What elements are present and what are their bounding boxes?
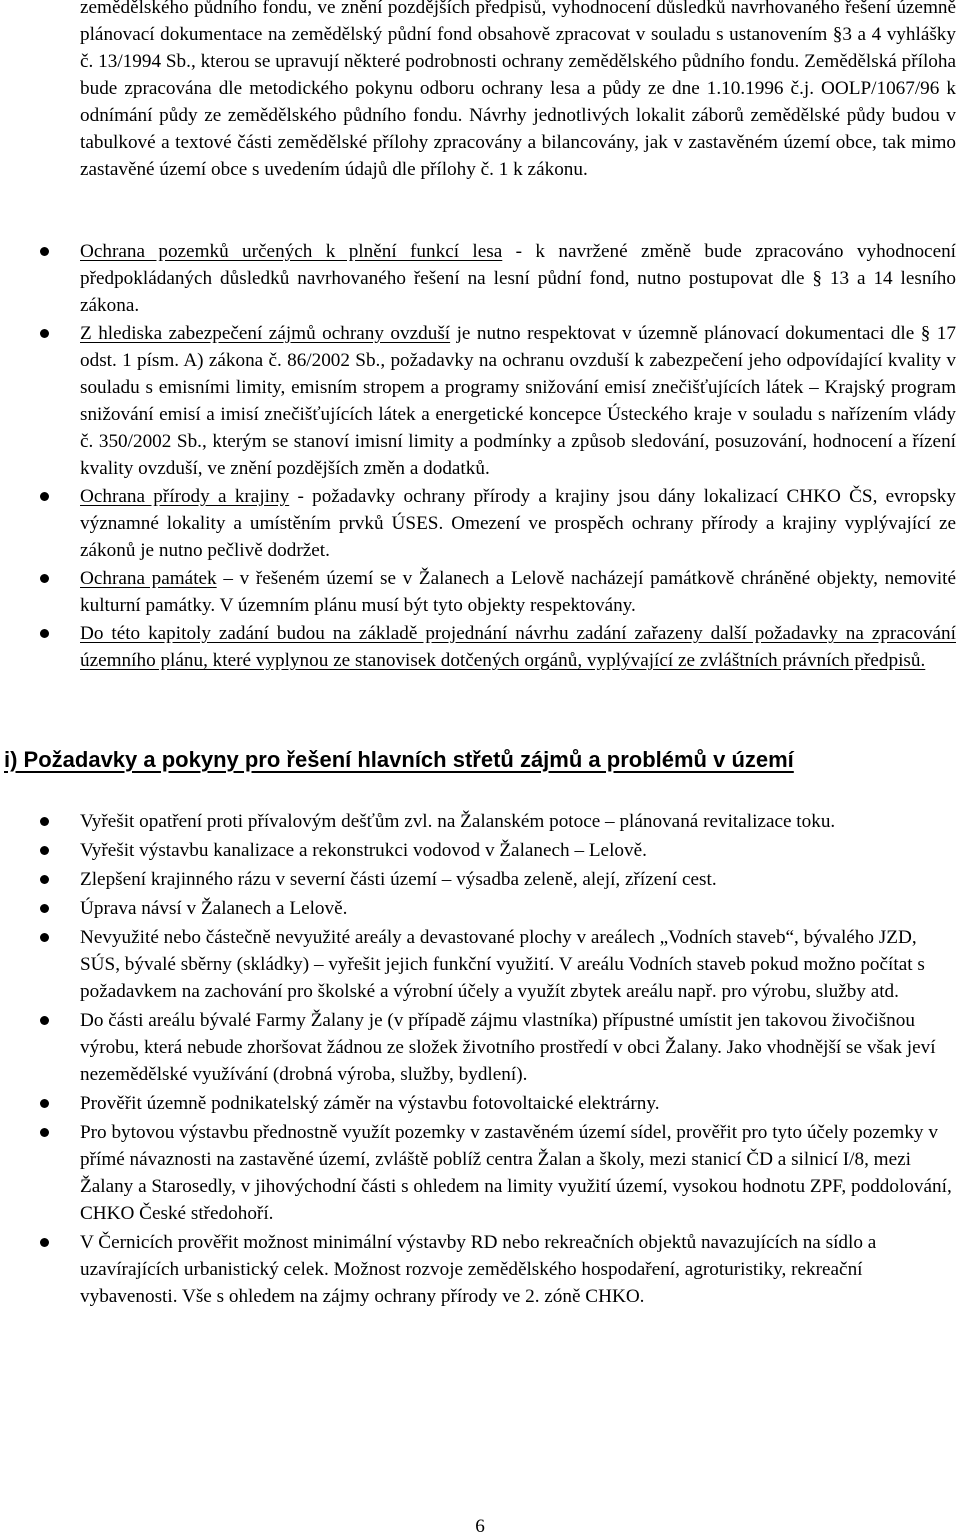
- bullet-icon: [40, 1238, 49, 1247]
- list-item: [0, 866, 960, 893]
- bullet-icon: [40, 1099, 49, 1108]
- bullet-icon: [40, 247, 49, 256]
- item-text: Do části areálu bývalé Farmy Žalany je (v případě zájmu vlastníka) přípustné umístit jen takovou živočišnou výrobu, která nebude zhoršovat žádnou ze složek životního prostředí v obci Žalany. Jako vhodnější se však jeví nezemědělské využívání (drobná výroba, služby, bydlení).: [80, 1010, 936, 1085]
- list-item: [0, 1090, 960, 1117]
- list-item: [0, 565, 960, 619]
- list-item: [0, 808, 960, 835]
- bullet-icon: [40, 846, 49, 855]
- item-text: Prověřit územně podnikatelský záměr na výstavbu fotovoltaické elektrárny.: [80, 1093, 660, 1114]
- requirements-list: [0, 238, 960, 675]
- bullet-icon: [40, 1016, 49, 1025]
- item-heading: Do této kapitoly zadání budou na základě projednání návrhu zadání zařazeny další požadavky na zpracování územního plánu, které vyplynou ze stanovisek dotčených orgánů, vyplývající ze zvláštních právních předpisů.: [80, 623, 956, 671]
- bullet-icon: [40, 875, 49, 884]
- bullet-icon: [40, 933, 49, 942]
- item-heading: Ochrana přírody a krajiny: [80, 486, 290, 507]
- list-item: [0, 238, 960, 319]
- list-item: [0, 620, 960, 674]
- bullet-icon: [40, 574, 49, 583]
- bullet-icon: [40, 1128, 49, 1137]
- item-heading: Z hlediska zabezpečení zájmů ochrany ovzduší: [80, 323, 451, 344]
- bullet-icon: [40, 904, 49, 913]
- item-text: - požadavky ochrany přírody a krajiny jsou dány lokalizací CHKO ČS, evropsky významné lokality a umístěním prvků ÚSES. Omezení ve prospěch ochrany přírody a krajiny vyplývající ze zákonů je nutno pečlivě dodržet.: [80, 486, 956, 561]
- list-item: [0, 1007, 960, 1088]
- item-heading: Ochrana památek: [80, 568, 217, 589]
- item-text: Pro bytovou výstavbu přednostně využít pozemky v zastavěném území sídel, prověřit pro tyto účely pozemky v přímé návaznosti na zastavěné území, zvláště poblíž centra Žalan a školy, mezi stanicí ČD a silnicí I/8, mezi Žalany a Starosedly, v jihovýchodní části s ohledem na limity využití území, vysokou hodnotu ZPF, poddolování, CHKO České středohoří.: [80, 1122, 952, 1224]
- list-item: [0, 320, 960, 482]
- bullet-icon: [40, 629, 49, 638]
- item-text: Vyřešit opatření proti přívalovým dešťům zvl. na Žalanském potoce – plánovaná revitalizace toku.: [80, 811, 836, 832]
- list-item: [0, 837, 960, 864]
- item-text: Nevyužité nebo částečně nevyužité areály a devastované plochy v areálech „Vodních staveb“, bývalého JZD, SÚS, bývalé sběrny (skládky) – vyřešit jejich funkční využití. V areálu Vodních staveb pokud možno počítat s požadavkem na zachování pro školské a výrobní účely a využít zbytek areálu např. pro výrobu, služby atd.: [80, 927, 925, 1002]
- item-text: Úprava návsí v Žalanech a Lelově.: [80, 898, 348, 919]
- list-item: [0, 895, 960, 922]
- list-item: [0, 924, 960, 1005]
- issues-list: [0, 808, 960, 1312]
- page-number: 6: [475, 1516, 485, 1537]
- list-item: [0, 1229, 960, 1310]
- item-heading: Ochrana pozemků určených k plnění funkcí lesa: [80, 241, 503, 262]
- intro-paragraph: zemědělského půdního fondu, ve znění pozdějších předpisů, vyhodnocení důsledků navrhovaného řešení územně plánovací dokumentace na zemědělský půdní fond obsahově zpracovat v souladu s ustanovením §3 a 4 vyhlášky č. 13/1994 Sb., kterou se upravují některé podrobnosti ochrany zemědělského půdního fondu. Zemědělská příloha bude zpracována dle metodického pokynu odboru ochrany lesa a půdy ze dne 1.10.1996 č.j. OOLP/1067/96 k odnímání půdy ze zemědělského půdního fondu. Návrhy jednotlivých lokalit záborů zemědělské půdy budou v tabulkové a textové části zemědělské přílohy zpracovány a bilancovány, jak v zastavěném území obce, tak mimo zastavěné území obce s uvedením údajů dle přílohy č. 1 k zákonu.: [80, 0, 956, 180]
- item-text: V Černicích prověřit možnost minimální výstavby RD nebo rekreačních objektů navazujících na sídlo a uzavírajících urbanistický celek. Možnost rozvoje zemědělského hospodaření, agroturistiky, rekreační vybavenosti. Vše s ohledem na zájmy ochrany přírody ve 2. zóně CHKO.: [80, 1232, 877, 1307]
- bullet-icon: [40, 492, 49, 501]
- item-text: je nutno respektovat v územně plánovací dokumentaci dle § 17 odst. 1 písm. A) zákona č. 86/2002 Sb., požadavky na ochranu ovzduší k zabezpečení jeho odpovídající kvality v souladu s emisními limity, emisním stropem a programy snižování emisí znečišťujících látek – Krajský program snižování emisí a imisí znečišťujících látek a energetické koncepce Ústeckého kraje v souladu s nařízením vlády č. 350/2002 Sb., kterým se stanoví imisní limity a podmínky a způsob sledování, posuzování, hodnocení a řízení kvality ovzduší, ve znění pozdějších změn a dodatků.: [80, 323, 956, 479]
- bullet-icon: [40, 817, 49, 826]
- bullet-icon: [40, 329, 49, 338]
- list-item: [0, 483, 960, 564]
- item-text: - k navržené změně bude zpracováno vyhodnocení předpokládaných důsledků navrhovaného řešení na lesní půdní fond, nutno postupovat dle § 13 a 14 lesního zákona.: [80, 241, 957, 316]
- item-text: Zlepšení krajinného rázu v severní části území – výsadba zeleně, alejí, zřízení cest.: [80, 869, 717, 890]
- list-item: [0, 1119, 960, 1227]
- section-heading: i) Požadavky a pokyny pro řešení hlavních střetů zájmů a problémů v území: [4, 747, 794, 772]
- item-text: – v řešeném území se v Žalanech a Lelově nacházejí památkově chráněné objekty, nemovité kulturní památky. V územním plánu musí být tyto objekty respektovány.: [80, 568, 957, 616]
- item-text: Vyřešit výstavbu kanalizace a rekonstrukci vodovod v Žalanech – Lelově.: [80, 840, 647, 861]
